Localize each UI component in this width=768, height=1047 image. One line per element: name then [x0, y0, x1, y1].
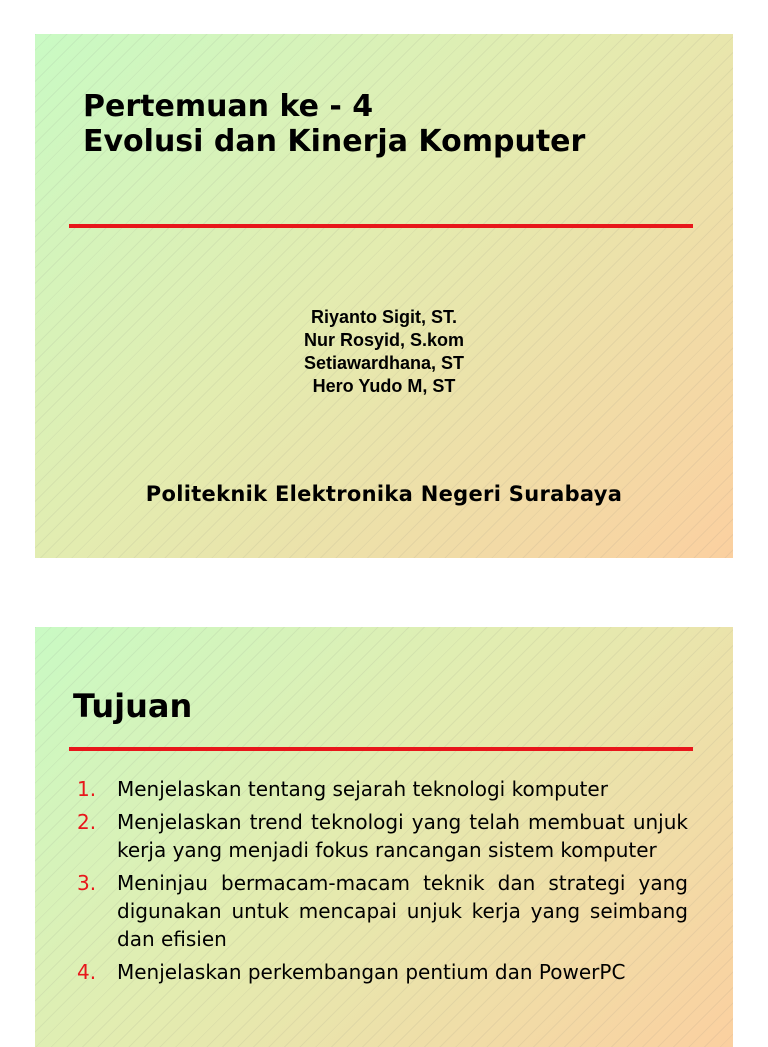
list-item-number: 3. [77, 871, 97, 895]
list-item-text: Menjelaskan perkembangan pentium dan PowerPC [117, 960, 626, 984]
objectives-list [77, 775, 688, 991]
list-item [77, 775, 688, 803]
institution-name: Politeknik Elektronika Negeri Surabaya [145, 482, 623, 506]
list-item [77, 808, 688, 864]
objectives-heading: Tujuan [73, 687, 193, 725]
list-item-number: 4. [77, 960, 97, 984]
list-item-number: 1. [77, 777, 97, 801]
list-item-number: 2. [77, 810, 97, 834]
objectives-divider [69, 747, 693, 751]
author-list [35, 306, 733, 398]
list-item-text: Meninjau bermacam-macam teknik dan strategi yang digunakan untuk mencapai unjuk kerja yang seimbang dan efisien [117, 871, 688, 951]
author-name: Nur Rosyid, S.kom [303, 330, 465, 350]
author-name: Hero Yudo M, ST [312, 376, 456, 396]
title-slide [35, 34, 733, 558]
objectives-slide [35, 627, 733, 1047]
list-item [77, 869, 688, 953]
author-name: Riyanto Sigit, ST. [310, 307, 457, 327]
title-divider [69, 224, 693, 228]
slide-title-line-2: Evolusi dan Kinerja Komputer [83, 124, 586, 160]
slide-title [83, 89, 585, 159]
slide-title-line-1: Pertemuan ke - 4 [83, 89, 374, 124]
list-item-text: Menjelaskan trend teknologi yang telah membuat unjuk kerja yang menjadi fokus rancangan sistem komputer [117, 810, 688, 862]
list-item [77, 958, 688, 986]
list-item-text: Menjelaskan tentang sejarah teknologi komputer [117, 777, 608, 801]
author-name: Setiawardhana, ST [303, 353, 465, 373]
